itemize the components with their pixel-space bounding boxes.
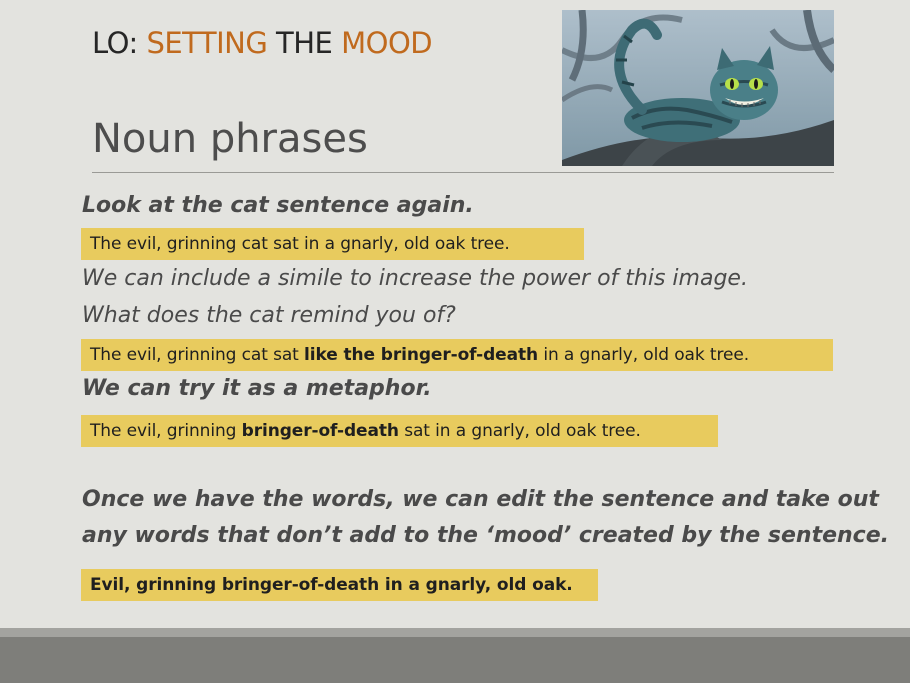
lo-setting: SETTING	[146, 26, 268, 60]
cheshire-cat-image	[562, 10, 834, 166]
lo-the: THE	[267, 26, 342, 60]
example-sentence-edited: Evil, grinning bringer-of-death in a gnarly, old oak.	[81, 569, 598, 601]
instruction-edit-line1: Once we have the words, we can edit the sentence and take out	[82, 487, 879, 512]
instruction-simile: We can include a simile to increase the power of this image.	[82, 266, 748, 291]
title-divider	[92, 172, 834, 173]
learning-objective	[92, 26, 432, 60]
metaphor-post: sat in a gnarly, old oak tree.	[398, 421, 641, 441]
slide-footer-stripe	[0, 628, 910, 637]
instruction-metaphor: We can try it as a metaphor.	[82, 376, 432, 401]
instruction-look-again: Look at the cat sentence again.	[82, 193, 474, 218]
lo-mood: MOOD	[341, 26, 433, 60]
simile-phrase: like the bringer-of-death	[304, 345, 539, 365]
simile-pre: The evil, grinning cat sat	[90, 345, 305, 365]
example-sentence-metaphor	[81, 415, 718, 447]
slide-title: Noun phrases	[92, 116, 368, 162]
instruction-edit-line2: any words that don’t add to the ‘mood’ created by the sentence.	[82, 523, 889, 548]
simile-post: in a gnarly, old oak tree.	[538, 345, 749, 365]
example-sentence-original: The evil, grinning cat sat in a gnarly, old oak tree.	[81, 228, 584, 260]
metaphor-pre: The evil, grinning	[90, 421, 242, 441]
cheshire-cat-in-tree-photo	[562, 10, 834, 166]
lo-prefix: LO:	[92, 26, 147, 60]
example-sentence-simile	[81, 339, 833, 371]
question-remind: What does the cat remind you of?	[82, 303, 456, 328]
metaphor-phrase: bringer-of-death	[241, 421, 399, 441]
